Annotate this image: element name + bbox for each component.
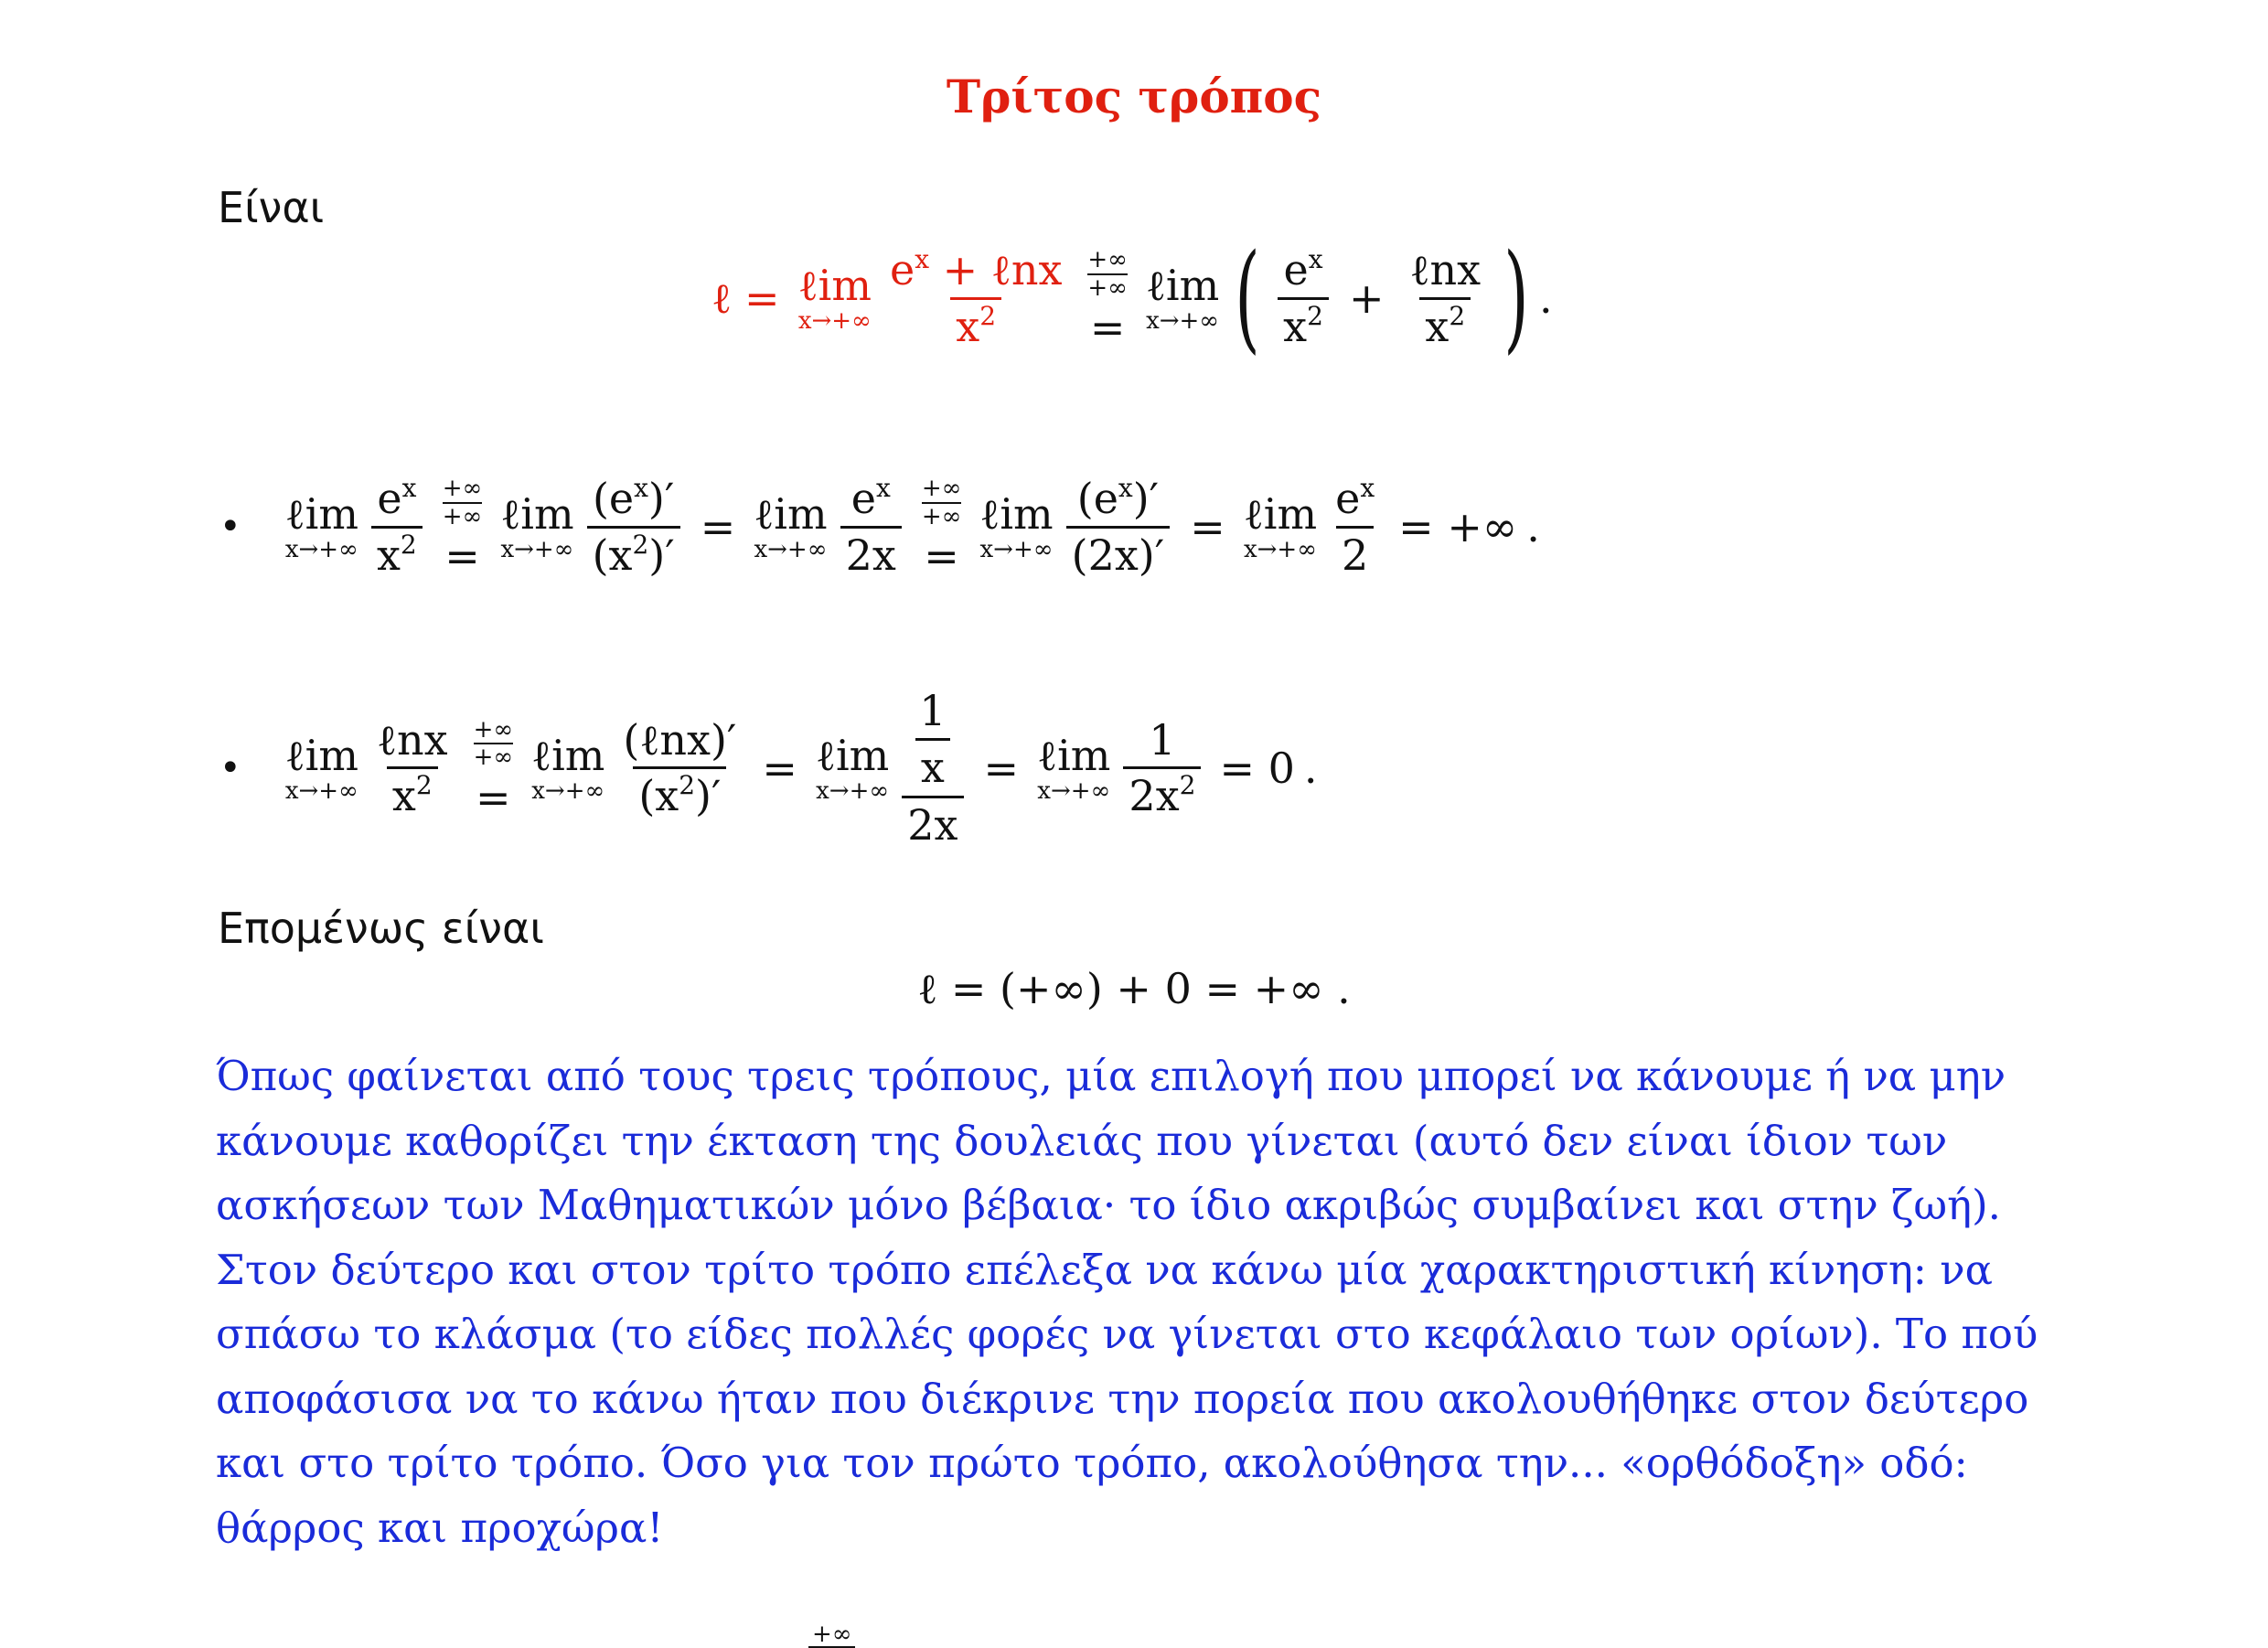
lhopital-equals: +∞ +∞ = <box>1087 246 1128 352</box>
result: = 0 <box>1219 743 1295 793</box>
bullet-equation-1 <box>219 473 1540 581</box>
fraction: $\frac{e^x}{2}$ <box>1335 473 1375 580</box>
left-paren: ( <box>1235 229 1260 366</box>
closing-line: αποφάσισα να το κάνω ήταν που διέκρινε την πορεία που ακολουθήθηκε στον δεύτερο <box>216 1374 2029 1423</box>
fraction-main: $\frac{e^x + \ell nx}{x^2}$ <box>889 244 1063 351</box>
fraction-term-2: $\frac{\text{ℓnx}}{x^2}$ <box>1409 245 1482 351</box>
closing-paragraph <box>216 1044 2091 1560</box>
equals-sign: = <box>700 502 736 552</box>
limit-operator: ℓim x→+∞ <box>284 730 358 806</box>
limit-operator: ℓim x→+∞ <box>500 488 574 564</box>
equals-sign: = <box>744 273 780 324</box>
fraction: $\frac{e^x}{x^2}$ <box>371 476 423 578</box>
closing-line: σπάσω το κλάσμα (το είδες πολλές φορές να γίνεται στο κεφάλαιο των ορίων). Το πού <box>216 1310 2038 1358</box>
equals-sign: = <box>1190 502 1225 552</box>
closing-line: και στο τρίτο τρόπο. Όσο για τον πρώτο τρόπο, ακολούθησα την... «ορθόδοξη» οδό: <box>216 1439 1968 1487</box>
bullet-marker: • <box>219 746 241 789</box>
lhopital-equals: +∞ +∞ = <box>473 716 514 822</box>
fraction: $\frac{\text{ℓnx}}{x^2}$ <box>376 714 448 821</box>
closing-line: Όπως φαίνεται από τους τρεις τρόπους, μία επιλογή που μπορεί να κάνουμε ή να μην <box>216 1052 2006 1100</box>
section-title: Τρίτος τρόπος <box>946 70 1322 123</box>
main-equation <box>711 229 1553 366</box>
compound-fraction: $\frac{\frac{1}{x}}{2x}$ <box>902 688 963 849</box>
intro-text: Είναι <box>218 183 325 232</box>
lhopital-equals: +∞ +∞ = <box>442 475 483 581</box>
equals-sign: = <box>983 743 1020 793</box>
limit-operator: ℓim x→+∞ <box>979 488 1054 564</box>
cutoff-fragment: +∞ <box>808 1622 855 1648</box>
fraction: $\frac{\text{(ℓnx)′}}{(x^2)'}$ <box>623 714 737 821</box>
fraction: $\frac{(e^x)'}{(x^2)'}$ <box>587 476 680 578</box>
closing-line: ασκήσεων των Μαθηματικών μόνο βέβαια· το ίδιο ακριβώς συμβαίνει και στην ζωή). <box>216 1181 2001 1229</box>
final-equation: ℓ = (+∞) + 0 = +∞ . <box>917 964 1351 1013</box>
equals-sign: = <box>762 743 797 793</box>
closing-line: κάνουμε καθορίζει την έκταση της δουλειάς που γίνεται (αυτό δεν είναι ίδιον των <box>216 1116 1948 1165</box>
bullet-equation-2 <box>219 688 1318 849</box>
fraction: $\frac{1}{2x^2}$ <box>1123 717 1201 819</box>
therefore-text: Επομένως είναι <box>218 904 544 953</box>
period: . <box>1539 273 1553 324</box>
limit-operator: ℓim x→+∞ <box>797 260 872 336</box>
limit-operator: ℓim x→+∞ <box>1243 488 1318 564</box>
limit-operator: ℓim x→+∞ <box>754 488 828 564</box>
result: = +∞ <box>1398 502 1518 552</box>
limit-operator: ℓim x→+∞ <box>1145 260 1220 336</box>
fraction: $\frac{e^x}{2x}$ <box>840 476 902 578</box>
fraction: $\frac{(e^x)'}{(2x)'}$ <box>1066 476 1171 578</box>
closing-line: θάρρος και προχώρα! <box>216 1503 664 1552</box>
fraction-term-1: $\frac{e^x}{x^2}$ <box>1278 247 1329 349</box>
plus-sign: + <box>1348 273 1385 324</box>
period: . <box>1526 502 1540 552</box>
lhopital-equals: +∞ +∞ = <box>921 475 962 581</box>
ell-symbol: ℓ <box>711 273 733 324</box>
period: . <box>1303 743 1318 793</box>
right-paren: ) <box>1503 229 1529 366</box>
limit-operator: ℓim x→+∞ <box>531 730 605 806</box>
limit-operator: ℓim x→+∞ <box>815 730 890 806</box>
limit-operator: ℓim x→+∞ <box>284 488 358 564</box>
bullet-marker: • <box>219 506 241 549</box>
limit-operator: ℓim x→+∞ <box>1037 730 1111 806</box>
closing-line: Στον δεύτερο και στον τρίτο τρόπο επέλεξα να κάνω μία χαρακτηριστική κίνηση: να <box>216 1245 1994 1294</box>
